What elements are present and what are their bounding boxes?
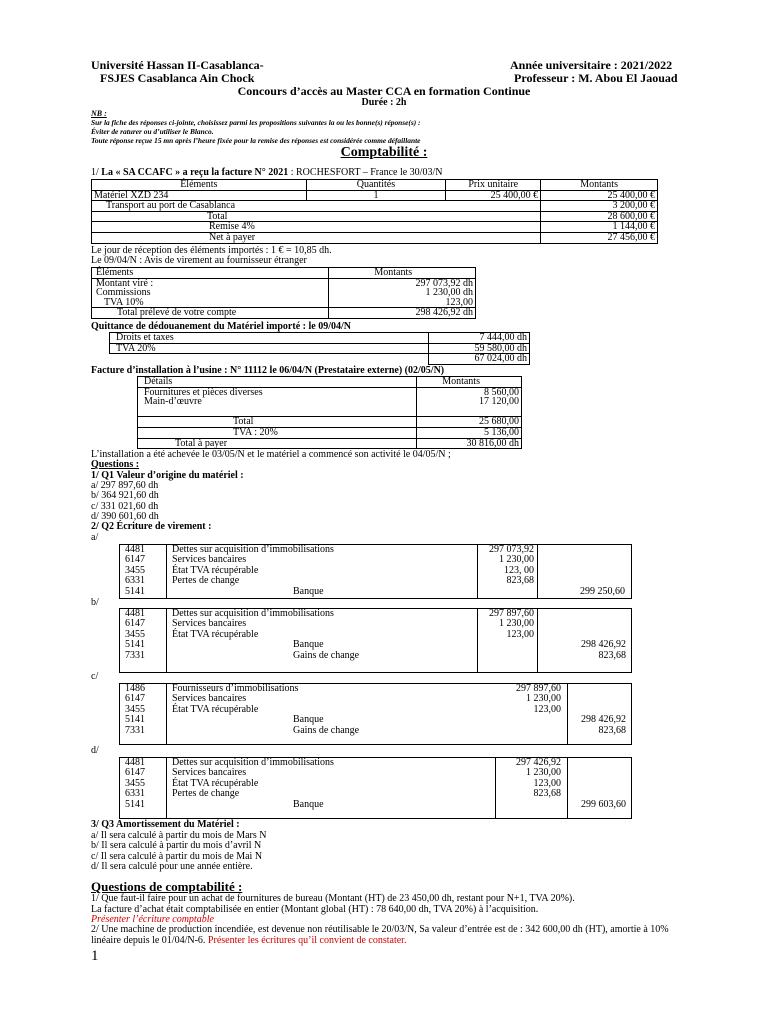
install-cell: TVA : 20% xyxy=(138,427,417,438)
quittance-table xyxy=(109,332,530,365)
install-header-details: Détails xyxy=(138,377,417,388)
avis-header-amount: Montants xyxy=(329,268,476,279)
invoice-header-amount: Montants xyxy=(541,180,658,191)
account-number: 3455 xyxy=(125,564,145,576)
install-cell: 17 120,00 xyxy=(417,397,522,407)
invoice-header-qty: Quantités xyxy=(306,180,446,191)
install-header-amount: Montants xyxy=(417,377,522,388)
install-table xyxy=(137,376,522,449)
avis-cell: Montant viré : xyxy=(92,278,329,288)
invoice-header-elements: Éléments xyxy=(92,180,307,191)
account-number: 5141 xyxy=(125,714,145,726)
invoice-cell: Remise 4% xyxy=(92,222,541,233)
reception-rate: Le jour de réception des éléments importés : 1 € = 10,85 dh. xyxy=(91,245,332,256)
account-number: 5141 xyxy=(125,798,145,810)
install-cell: Total xyxy=(138,417,417,428)
exam-duration: Durée : 2h xyxy=(361,97,407,108)
account-label: Pertes de change xyxy=(172,575,240,587)
invoice-cell: 25 400,00 € xyxy=(541,190,658,201)
account-label: Services bancaires xyxy=(172,767,247,779)
account-label: Dettes sur acquisition d’immobilisations xyxy=(172,544,334,555)
q1-title: 1/ Q1 Valeur d’origine du matériel : xyxy=(91,470,244,481)
account-number: 6331 xyxy=(125,575,145,587)
debit-amount: 123, 00 xyxy=(504,564,534,576)
account-label: État TVA récupérable xyxy=(172,703,259,715)
q2-option-b-label: b/ xyxy=(91,597,99,608)
credit-amount: 298 426,92 xyxy=(581,714,626,726)
account-number: 3455 xyxy=(125,628,145,640)
credit-amount: 299 603,60 xyxy=(581,798,626,810)
debit-amount: 823,68 xyxy=(533,788,561,800)
qc-title: Questions de comptabilité : xyxy=(91,879,243,894)
avis-cell: 297 073,92 dh xyxy=(329,278,476,288)
install-cell: 5 136,00 xyxy=(417,427,522,438)
invoice-cell: 28 600,00 € xyxy=(541,211,658,222)
install-spacer xyxy=(417,407,522,417)
q1-option-b: b/ 364 921,60 dh xyxy=(91,490,159,501)
account-number: 4481 xyxy=(125,757,145,768)
account-label: État TVA récupérable xyxy=(172,564,259,576)
invoice-cell: Transport au port de Casablanca xyxy=(92,201,541,212)
account-label: Banque xyxy=(293,714,324,726)
q3-option-d: d/ Il sera calculé pour une année entière. xyxy=(91,861,253,872)
debit-amount: 297 426,92 xyxy=(516,757,561,768)
quittance-cell: 67 024,00 dh xyxy=(429,354,530,365)
q3-title: 3/ Q3 Amortissement du Matériel : xyxy=(91,819,240,830)
qc-line-3: Présenter l’écriture comptable xyxy=(91,914,214,925)
avis-cell: 123,00 xyxy=(329,298,476,308)
account-label: Gains de change xyxy=(293,649,360,661)
installation-note: L’installation a été achevée le 03/05/N et le matériel a commencé son activité le 04/05/N ; xyxy=(91,449,451,460)
install-cell: 8 560,00 xyxy=(417,387,522,397)
qc-line-1: 1/ Que faut-il faire pour un achat de fournitures de bureau (Montant (HT) de 23 450,00 dh, restant pour N+1, TVA 20%). xyxy=(91,893,575,904)
q1-option-d: d/ 390 601,60 dh xyxy=(91,511,159,522)
invoice-cell: 25 400,00 € xyxy=(446,190,541,201)
install-cell: Fournitures et pièces diverses xyxy=(138,387,417,397)
account-number: 6147 xyxy=(125,554,145,566)
install-cell: 30 816,00 dh xyxy=(417,438,522,449)
quittance-title: Quittance de dédouanement du Matériel importé : le 09/04/N xyxy=(91,321,351,332)
avis-title: Le 09/04/N : Avis de virement au fournisseur étranger xyxy=(91,255,307,266)
exam-title: Concours d’accès au Master CCA en formation Continue xyxy=(237,84,531,98)
account-number: 4481 xyxy=(125,544,145,555)
q3-option-c: c/ Il sera calculé à partir du mois de Mai N xyxy=(91,851,263,862)
quittance-cell: 7 444,00 dh xyxy=(429,333,530,344)
q1-option-c: c/ 331 021,60 dh xyxy=(91,501,159,512)
debit-amount: 123,00 xyxy=(533,703,561,715)
journal-entry-d xyxy=(119,757,632,819)
avis-table xyxy=(91,267,476,319)
debit-amount: 1 230,00 xyxy=(499,554,534,566)
journal-entry-c xyxy=(119,683,632,745)
nb-label: NB : xyxy=(91,109,107,118)
journal-entry-a xyxy=(119,544,632,599)
debit-amount: 1 230,00 xyxy=(499,618,534,630)
account-label: État TVA récupérable xyxy=(172,628,259,640)
account-label: Pertes de change xyxy=(172,788,240,800)
credit-amount: 298 426,92 xyxy=(581,639,626,651)
account-label: Services bancaires xyxy=(172,554,247,566)
account-number: 7331 xyxy=(125,649,145,661)
q3-option-b: b/ Il sera calculé à partir du mois d’avril N xyxy=(91,840,262,851)
account-number: 7331 xyxy=(125,724,145,736)
quittance-cell: 59 580,00 dh xyxy=(429,343,530,354)
debit-amount: 297 073,92 xyxy=(489,544,534,555)
account-label: Banque xyxy=(293,585,324,597)
account-number: 6331 xyxy=(125,788,145,800)
account-number: 5141 xyxy=(125,585,145,597)
invoice-cell: 1 xyxy=(306,190,446,201)
journal-entry-b xyxy=(119,608,632,673)
account-number: 4481 xyxy=(125,608,145,619)
quittance-cell xyxy=(110,354,429,365)
section-title: Comptabilité : xyxy=(340,145,428,160)
avis-cell: TVA 10% xyxy=(92,298,329,308)
q1-option-a: a/ 297 897,60 dh xyxy=(91,480,159,491)
faculty-name: FSJES Casablanca Ain Chock xyxy=(100,71,255,85)
account-label: Banque xyxy=(293,798,324,810)
debit-amount: 297 897,60 xyxy=(489,608,534,619)
invoice-header-price: Prix unitaire xyxy=(446,180,541,191)
account-number: 6147 xyxy=(125,693,145,705)
quittance-cell: Droits et taxes xyxy=(110,333,429,344)
avis-header-elements: Éléments xyxy=(92,268,329,279)
invoice-cell: 27 456,00 € xyxy=(541,232,658,243)
invoice-cell: Matériel XZD 234 xyxy=(92,190,307,201)
invoice-cell: 3 200,00 € xyxy=(541,201,658,212)
q2-title: 2/ Q2 Écriture de virement : xyxy=(91,521,212,532)
avis-cell: 1 230,00 dh xyxy=(329,288,476,298)
debit-amount: 823,68 xyxy=(506,575,534,587)
academic-year: Année universitaire : 2021/2022 xyxy=(510,58,673,72)
account-label: Dettes sur acquisition d’immobilisations xyxy=(172,757,334,768)
account-label: Services bancaires xyxy=(172,618,247,630)
avis-cell: 298 426,92 dh xyxy=(329,308,476,319)
invoice-cell: 1 144,00 € xyxy=(541,222,658,233)
q3-option-a: a/ Il sera calculé à partir du mois de Mars N xyxy=(91,830,267,841)
avis-cell: Commissions xyxy=(92,288,329,298)
questions-label: Questions : xyxy=(91,459,140,470)
debit-amount: 297 897,60 xyxy=(516,683,561,694)
account-label: Fournisseurs d’immobilisations xyxy=(172,683,299,694)
debit-amount: 1 230,00 xyxy=(526,693,561,705)
account-number: 1486 xyxy=(125,683,145,694)
account-label: État TVA récupérable xyxy=(172,777,259,789)
debit-amount: 123,00 xyxy=(506,628,534,640)
account-number: 5141 xyxy=(125,639,145,651)
account-number: 3455 xyxy=(125,703,145,715)
qc-line-5: linéaire depuis le 01/04/N-6. Présenter les écritures qu’il convient de constater. xyxy=(91,935,407,946)
account-label: Banque xyxy=(293,639,324,651)
nb-line-1: Sur la fiche des réponses ci-jointe, choisissez parmi les propositions suivantes la ou les bonne(s) réponse(s) : xyxy=(91,118,421,127)
install-cell: Main-d’œuvre xyxy=(138,397,417,407)
debit-amount: 1 230,00 xyxy=(526,767,561,779)
qc-line-2: La facture d’achat était comptabilisée en entier (Montant global (HT) : 78 640,00 dh, TVA 20%) à l’acquisition. xyxy=(91,904,539,915)
install-spacer xyxy=(138,407,417,417)
quittance-cell: TVA 20% xyxy=(110,343,429,354)
install-title: Facture d’installation à l’usine : N° 11112 le 06/04/N (Prestataire externe) (02/05/N) xyxy=(91,365,445,376)
invoice-cell: Net à payer xyxy=(92,232,541,243)
install-cell: 25 680,00 xyxy=(417,417,522,428)
qc-line-4: 2/ Une machine de production incendiée, est devenue non réutilisable le 20/03/N, Sa valeur d’entrée est de : 342 600,00 dh (HT), amortie à 10% xyxy=(91,924,669,935)
avis-cell: Total prélevé de votre compte xyxy=(92,308,329,319)
account-number: 6147 xyxy=(125,618,145,630)
invoice-table xyxy=(91,179,658,244)
debit-amount: 123,00 xyxy=(533,777,561,789)
q2-option-c-label: c/ xyxy=(91,671,99,682)
nb-line-3: Toute réponse reçue 15 mn après l’heure fixée pour la remise des réponses est considérée comme défaillante xyxy=(91,136,421,145)
invoice-cell: Total xyxy=(92,211,541,222)
account-number: 3455 xyxy=(125,777,145,789)
credit-amount: 299 250,60 xyxy=(580,585,625,597)
q2-option-a-label: a/ xyxy=(91,532,99,543)
account-label: Dettes sur acquisition d’immobilisations xyxy=(172,608,334,619)
install-cell: Total à payer xyxy=(138,438,417,449)
credit-amount: 823,68 xyxy=(598,649,626,661)
credit-amount: 823,68 xyxy=(598,724,626,736)
professor-name: Professeur : M. Abou El Jaouad xyxy=(514,71,678,85)
page-number: 1 xyxy=(91,948,99,964)
account-label: Services bancaires xyxy=(172,693,247,705)
account-number: 6147 xyxy=(125,767,145,779)
invoice-intro: 1/ La « SA CCAFC » a reçu la facture N° 2021 : ROCHESFORT – France le 30/03/N xyxy=(91,167,443,178)
university-name: Université Hassan II-Casablanca- xyxy=(91,58,264,72)
nb-line-2: Éviter de raturer ou d’utiliser le Blanco. xyxy=(91,127,214,136)
q2-option-d-label: d/ xyxy=(91,745,99,756)
account-label: Gains de change xyxy=(293,724,360,736)
